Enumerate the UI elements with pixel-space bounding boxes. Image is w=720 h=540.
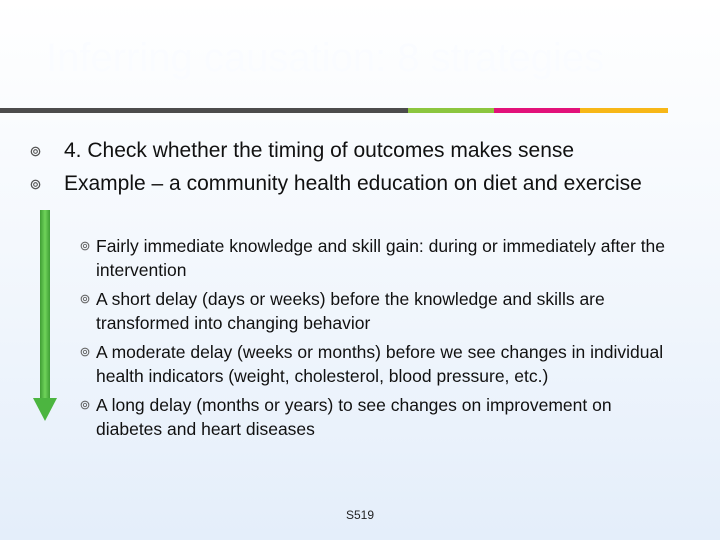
slide-footer: S519	[345, 508, 375, 522]
sub-bullet-text: A short delay (days or weeks) before the knowledge and skills are transformed into changing behavior	[96, 289, 605, 333]
sub-bullet-text: Fairly immediate knowledge and skill gain: during or immediately after the intervention	[96, 236, 666, 280]
title-rule-green	[408, 108, 494, 113]
bullet-text: 4. Check whether the timing of outcomes makes sense	[64, 139, 575, 162]
sub-bullet-item	[80, 234, 680, 282]
sub-bullet-text: A long delay (months or years) to see changes on improvement on diabetes and heart diseases	[96, 395, 612, 439]
title-rule-dark	[0, 108, 408, 113]
bullet-text: Example – a community health education on diet and exercise	[64, 172, 642, 195]
title-rule-yellow	[580, 108, 668, 113]
ring-bullet-icon	[80, 241, 90, 251]
green-down-arrow-icon	[32, 210, 58, 422]
sub-bullet-item	[80, 287, 680, 335]
sub-bullet-item	[80, 393, 680, 441]
ring-bullet-icon	[30, 146, 41, 157]
bullet-item	[30, 170, 690, 198]
slide-title: Inferring causation: 8 strategies	[46, 36, 605, 80]
ring-bullet-icon	[30, 179, 41, 190]
sub-bullet-item	[80, 340, 680, 388]
sub-bullet-list	[80, 234, 680, 446]
sub-bullet-text: A moderate delay (weeks or months) before we see changes in individual health indicators (weight, cholesterol, blood pressure, etc.)	[96, 342, 664, 386]
ring-bullet-icon	[80, 400, 90, 410]
title-rule-magenta	[494, 108, 580, 113]
bullet-list	[30, 137, 690, 203]
ring-bullet-icon	[80, 347, 90, 357]
ring-bullet-icon	[80, 294, 90, 304]
bullet-item	[30, 137, 690, 165]
